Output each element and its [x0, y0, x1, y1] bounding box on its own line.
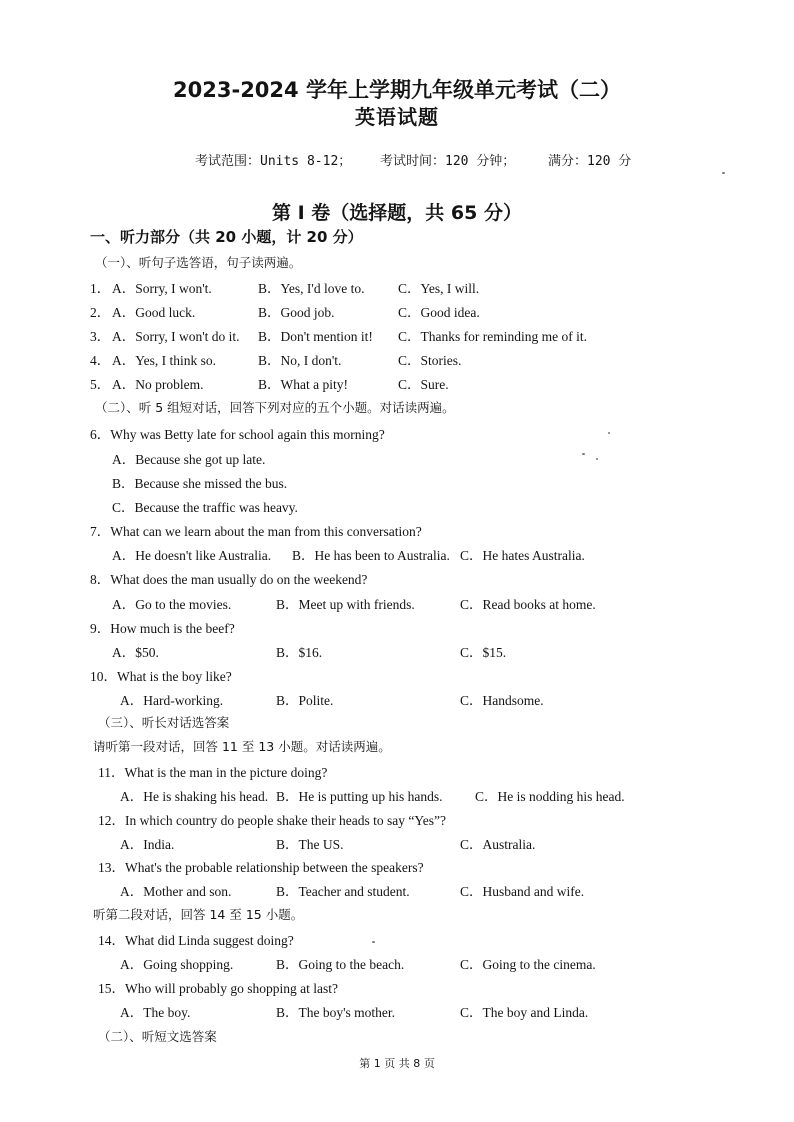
option-b: B．Because she missed the bus.	[112, 476, 288, 491]
part4-heading: （二）、听短文选答案	[98, 1029, 217, 1044]
question-number: 4．	[90, 353, 111, 368]
question-stem: 11．What is the man in the picture doing?	[98, 765, 328, 780]
question-stem: 6．Why was Betty late for school again this morning?	[90, 427, 385, 442]
volume-heading: 第 I 卷（选择题，共 65 分）	[272, 202, 522, 224]
dialog2-instruction: 听第二段对话，回答 14 至 15 小题。	[93, 907, 304, 922]
option-a: A．The boy.	[120, 1005, 191, 1020]
option-a: A．Yes, I think so.	[112, 353, 217, 368]
option-b: B．Teacher and student.	[276, 884, 410, 899]
question-number: 2．	[90, 305, 111, 320]
option-c: C．Husband and wife.	[460, 884, 585, 899]
option-c: C．Australia.	[460, 837, 536, 852]
option-b: B．What a pity!	[258, 377, 348, 392]
scan-speck	[608, 432, 610, 434]
question-stem: 7．What can we learn about the man from this conversation?	[90, 524, 422, 539]
question-stem: 13．What's the probable relationship between the speakers?	[98, 860, 424, 875]
option-a: A．India.	[120, 837, 175, 852]
full-score: 满分：120 分	[548, 154, 632, 169]
question-stem: 10．What is the boy like?	[90, 669, 232, 684]
option-b: B．Good job.	[258, 305, 335, 320]
section-listening: 一、听力部分（共 20 小题，计 20 分）	[90, 228, 363, 246]
option-c: C．Because the traffic was heavy.	[112, 500, 298, 515]
question-stem: 9．How much is the beef?	[90, 621, 235, 636]
option-a: A．Going shopping.	[120, 957, 234, 972]
option-c: C．The boy and Linda.	[460, 1005, 589, 1020]
option-a: A．Sorry, I won't.	[112, 281, 212, 296]
option-b: B．The US.	[276, 837, 344, 852]
option-c: C．He hates Australia.	[460, 548, 585, 563]
scan-speck	[582, 453, 585, 455]
option-b: B．He is putting up his hands.	[276, 789, 443, 804]
dialog1-instruction: 请听第一段对话，回答 11 至 13 小题。对话读两遍。	[93, 739, 391, 754]
option-c: C．Stories.	[398, 353, 462, 368]
question-number: 5．	[90, 377, 111, 392]
option-c: C．Read books at home.	[460, 597, 596, 612]
option-c: C．$15.	[460, 645, 507, 660]
option-b: B．Going to the beach.	[276, 957, 405, 972]
question-number: 3．	[90, 329, 111, 344]
subject-title: 英语试题	[355, 105, 439, 129]
part3-heading: （三）、听长对话选答案	[98, 715, 230, 730]
scan-speck	[596, 458, 598, 460]
exam-scope: 考试范围：Units 8-12；	[195, 154, 352, 169]
part2-heading: （二）、听 5 组短对话，回答下列对应的五个小题。对话读两遍。	[95, 400, 455, 415]
option-c: C．Thanks for reminding me of it.	[398, 329, 587, 344]
option-a: A．Good luck.	[112, 305, 196, 320]
exam-time: 考试时间：120 分钟；	[380, 154, 516, 169]
page-footer: 第 1 页 共 8 页	[359, 1057, 435, 1070]
option-c: C．Handsome.	[460, 693, 544, 708]
option-b: B．He has been to Australia.	[292, 548, 450, 563]
option-a: A．Sorry, I won't do it.	[112, 329, 240, 344]
option-c: C．Yes, I will.	[398, 281, 480, 296]
part1-heading: （一）、听句子选答语，句子读两遍。	[95, 255, 302, 270]
option-a: A．He is shaking his head.	[120, 789, 269, 804]
option-a: A．Hard-working.	[120, 693, 224, 708]
scan-speck	[722, 172, 725, 174]
question-stem: 15．Who will probably go shopping at last?	[98, 981, 338, 996]
option-b: B．Polite.	[276, 693, 334, 708]
option-b: B．Meet up with friends.	[276, 597, 415, 612]
option-b: B．Yes, I'd love to.	[258, 281, 365, 296]
scan-speck	[372, 941, 375, 943]
exam-title: 2023-2024 学年上学期九年级单元考试（二）	[173, 78, 621, 102]
option-b: B．No, I don't.	[258, 353, 342, 368]
option-c: C．Good idea.	[398, 305, 480, 320]
question-stem: 12．In which country do people shake their heads to say “Yes”?	[98, 813, 447, 828]
option-b: B．The boy's mother.	[276, 1005, 396, 1020]
question-stem: 8．What does the man usually do on the weekend?	[90, 572, 368, 587]
option-b: B．Don't mention it!	[258, 329, 373, 344]
question-stem: 14．What did Linda suggest doing?	[98, 933, 294, 948]
option-a: A．No problem.	[112, 377, 204, 392]
option-b: B．$16.	[276, 645, 323, 660]
option-c: C．Going to the cinema.	[460, 957, 596, 972]
option-c: C．He is nodding his head.	[475, 789, 625, 804]
option-a: A．Mother and son.	[120, 884, 232, 899]
option-a: A．$50.	[112, 645, 159, 660]
option-a: A．He doesn't like Australia.	[112, 548, 272, 563]
question-number: 1．	[90, 281, 111, 296]
option-a: A．Because she got up late.	[112, 452, 266, 467]
option-a: A．Go to the movies.	[112, 597, 232, 612]
option-c: C．Sure.	[398, 377, 449, 392]
